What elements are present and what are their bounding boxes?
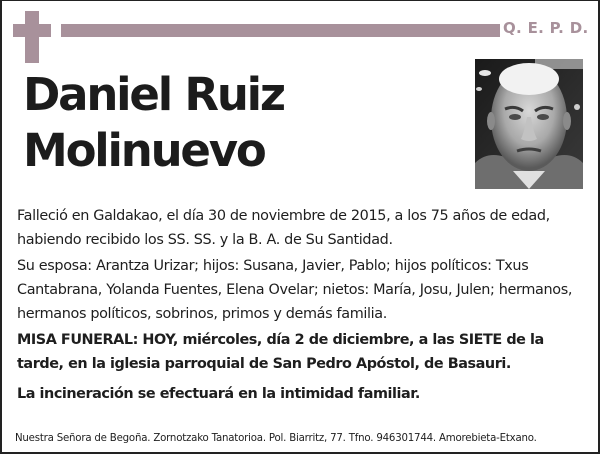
obituary-body <box>17 204 589 406</box>
cross-icon-arm <box>13 24 51 37</box>
death-notice: Falleció en Galdakao, el día 30 de noviembre de 2015, a los 75 años de edad, habiendo recibido los SS. SS. y la B. A. de Su Santidad. <box>17 208 550 248</box>
portrait-image-icon <box>475 59 583 189</box>
deceased-name-line2: Molinuevo <box>23 124 265 177</box>
qepd-label: Q. E. P. D. <box>503 19 589 37</box>
family-list: Su esposa: Arantza Urizar; hijos: Susana, Javier, Pablo; hijos políticos: Txus Cantabrana, Yolanda Fuentes, Elena Ovelar; nietos: María, Josu, Julen; hermanos, hermanos políticos, sobrinos, primos y demás familia. <box>17 258 573 322</box>
deceased-photo <box>475 59 583 189</box>
header-divider-bar <box>61 24 500 37</box>
deceased-name-line1: Daniel Ruiz <box>23 68 284 121</box>
funeral-home-footer: Nuestra Señora de Begoña. Zornotzako Tanatorioa. Pol. Biarritz, 77. Tfno. 946301744. Amorebieta-Etxano. <box>15 433 537 444</box>
cross-icon <box>25 11 39 63</box>
funeral-mass-notice: MISA FUNERAL: HOY, miércoles, día 2 de diciembre, a las SIETE de la tarde, en la iglesia parroquial de San Pedro Apóstol, de Basauri. <box>17 332 544 372</box>
deceased-name <box>23 67 284 179</box>
cremation-notice: La incineración se efectuará en la intimidad familiar. <box>17 386 420 402</box>
